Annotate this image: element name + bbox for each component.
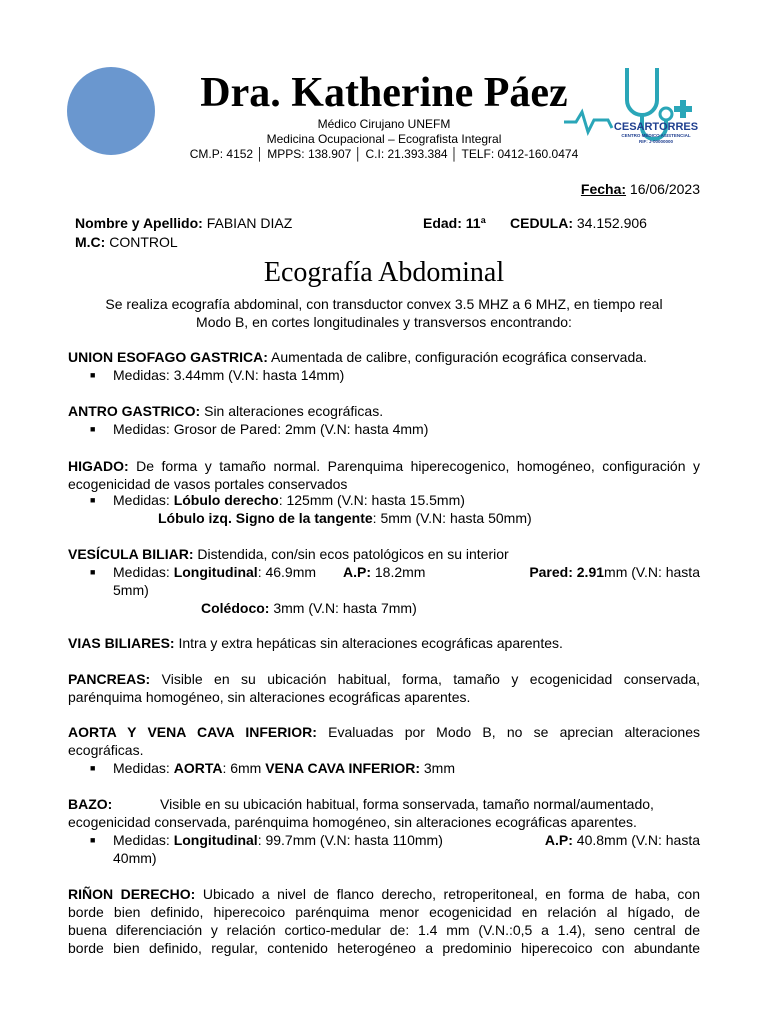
patient-name-label: Nombre y Apellido: xyxy=(75,215,203,231)
bazo-ap-cont: 40mm) xyxy=(113,850,157,866)
section-higado xyxy=(68,457,700,493)
section-rinon-text-4: borde bien definido, regular, contenido heterogéneo a predominio hiperecoico con abundante xyxy=(68,940,700,956)
date-value: 16/06/2023 xyxy=(629,181,700,197)
section-aorta xyxy=(68,723,700,741)
patient-mc-label: M.C: xyxy=(75,234,106,250)
header-specialty: Médico Cirujano UNEFM xyxy=(317,117,451,131)
higado-measure-1 xyxy=(113,491,700,509)
section-bazo-label: BAZO: xyxy=(68,796,113,812)
section-rinon-label: RIÑON DERECHO: xyxy=(68,886,196,902)
section-pancreas-text-1: Visible en su ubicación habitual, forma, tamaño y ecogenicidad conservada, xyxy=(150,671,700,687)
bazo-measure-1 xyxy=(113,831,443,849)
section-aorta-text-2: ecográficas. xyxy=(68,742,144,758)
bullet-square-icon: ■ xyxy=(90,763,96,773)
patient-id-value: 34.152.906 xyxy=(576,215,647,231)
section-vesicula-text: Distendida, con/sin ecos patológicos en su interior xyxy=(193,546,509,562)
aorta-label: AORTA xyxy=(173,760,223,776)
vesicula-ap-label: A.P: xyxy=(343,564,371,580)
higado-lobulo-izq-label: Lóbulo izq. Signo de la tangente xyxy=(158,510,373,526)
vesicula-coledoco xyxy=(201,599,417,617)
section-vias-label: VIAS BILIARES: xyxy=(68,635,175,651)
report-title: Ecografía Abdominal xyxy=(263,257,505,288)
vesicula-coledoco-value: 3mm (V.N: hasta 7mm) xyxy=(269,600,417,616)
section-union xyxy=(68,348,647,366)
bazo-longitudinal-label: Longitudinal xyxy=(173,832,258,848)
section-vesicula-label: VESÍCULA BILIAR: xyxy=(68,546,194,562)
vesicula-pared xyxy=(529,563,700,581)
logo-rif: RIF: J-00000000 xyxy=(638,139,674,144)
bullet-square-icon: ■ xyxy=(90,495,96,505)
patient-mc-value: CONTROL xyxy=(109,234,178,250)
section-antro xyxy=(68,402,383,420)
section-bazo-text-1: Visible en su ubicación habitual, forma sonservada, tamaño normal/aumentado, xyxy=(160,796,654,812)
vena-cava-value: 3mm xyxy=(420,760,455,776)
header-credentials: CM.P: 4152 │ MPPS: 138.907 │ C.I: 21.393.384 │ TELF: 0412-160.0474 xyxy=(189,147,579,161)
vesicula-measure-prefix: Medidas: xyxy=(113,564,174,580)
patient-id-row xyxy=(510,214,647,232)
section-rinon-text-1: Ubicado a nivel de flanco derecho, retroperitoneal, en forma de haba, con xyxy=(195,886,700,902)
section-higado-label: HIGADO: xyxy=(68,458,129,474)
section-rinon xyxy=(68,885,700,903)
section-rinon-text-3: buena diferenciación y relación cortico-medular de: 1.4 mm (V.N.:0,5 a 1.4), seno central de xyxy=(68,922,700,938)
vesicula-coledoco-label: Colédoco: xyxy=(201,600,270,616)
higado-lobulo-izq-value: : 5mm (V.N: hasta 50mm) xyxy=(372,510,532,526)
section-rinon-text-2: borde bien definido, hiperecoico parénquima menor ecogenicidad en relación al hígado, de xyxy=(68,904,700,920)
vesicula-ap xyxy=(343,563,425,581)
patient-name-value: FABIAN DIAZ xyxy=(206,215,293,231)
bazo-ap-value: 40.8mm (V.N: hasta xyxy=(572,832,700,848)
aorta-measure-prefix: Medidas: xyxy=(113,760,174,776)
bazo-ap-label: A.P: xyxy=(544,832,573,848)
logo-text xyxy=(608,121,704,145)
section-aorta-text-1: Evaluadas por Modo B, no se aprecian alteraciones xyxy=(316,724,701,740)
bullet-square-icon: ■ xyxy=(90,835,96,845)
vesicula-pared-cont: 5mm) xyxy=(113,582,149,598)
section-higado-text: De forma y tamaño normal. Parenquima hiperecogenico, homogéneo, configuración y ecogenicidad de vasos portales conservados xyxy=(68,458,700,492)
section-union-text: Aumentada de calibre, configuración ecográfica conservada. xyxy=(267,349,647,365)
higado-measure-2 xyxy=(158,509,532,527)
higado-lobulo-derecho-value: : 125mm (V.N: hasta 15.5mm) xyxy=(278,492,465,508)
bullet-square-icon: ■ xyxy=(90,370,96,380)
patient-mc-row xyxy=(75,233,178,251)
date-label: Fecha: xyxy=(580,181,627,197)
antro-measure: Medidas: Grosor de Pared: 2mm (V.N: hasta 4mm) xyxy=(113,421,429,437)
section-pancreas-label: PANCREAS: xyxy=(68,671,151,687)
patient-age: Edad: 11ª xyxy=(423,215,486,231)
higado-lobulo-derecho-label: Lóbulo derecho xyxy=(173,492,279,508)
bullet-square-icon: ■ xyxy=(90,567,96,577)
patient-name-row xyxy=(75,214,292,232)
section-aorta-label: AORTA Y VENA CAVA INFERIOR: xyxy=(68,724,317,740)
section-vias-text: Intra y extra hepáticas sin alteraciones ecográficas aparentes. xyxy=(174,635,563,651)
section-vesicula xyxy=(68,545,509,563)
aorta-measure xyxy=(113,759,455,777)
intro-line-1: Se realiza ecografía abdominal, con transductor convex 3.5 MHZ a 6 MHZ, en tiempo real xyxy=(105,296,663,312)
vesicula-ap-value: 18.2mm xyxy=(371,564,426,580)
vesicula-longitudinal-label: Longitudinal xyxy=(173,564,258,580)
vesicula-measure-1 xyxy=(113,563,316,581)
section-bazo-text-2: ecogenicidad conservada, parénquima homogéneo, sin alteraciones ecográficas aparentes. xyxy=(68,814,637,830)
section-antro-label: ANTRO GASTRICO: xyxy=(68,403,201,419)
vena-cava-label: VENA CAVA INFERIOR: xyxy=(265,760,420,776)
doctor-name: Dra. Katherine Páez xyxy=(200,70,568,116)
section-vias xyxy=(68,634,563,652)
vesicula-longitudinal-value: : 46.9mm xyxy=(257,564,317,580)
section-pancreas xyxy=(68,670,700,688)
union-measure: Medidas: 3.44mm (V.N: hasta 14mm) xyxy=(113,367,345,383)
header-occupation: Medicina Ocupacional – Ecografista Integral xyxy=(266,132,502,146)
bazo-ap xyxy=(545,831,700,849)
logo-subtitle: CENTRO MÉDICO ASISTENCIAL xyxy=(621,133,691,138)
patient-id-label: CEDULA: xyxy=(510,215,573,231)
report-date xyxy=(581,180,700,198)
higado-measure-prefix: Medidas: xyxy=(113,492,174,508)
vesicula-pared-value: mm (V.N: hasta xyxy=(604,564,700,580)
section-antro-text: Sin alteraciones ecográficas. xyxy=(200,403,384,419)
bullet-square-icon: ■ xyxy=(90,424,96,434)
section-pancreas-text-2: parénquima homogéneo, sin alteraciones ecográficas aparentes. xyxy=(68,689,471,705)
vesicula-pared-label: Pared: 2.91 xyxy=(529,564,605,580)
intro-line-2: Modo B, en cortes longitudinales y transversos encontrando: xyxy=(196,314,572,330)
bazo-longitudinal-value: : 99.7mm (V.N: hasta 110mm) xyxy=(257,832,443,848)
logo-brand: CESARTORRES xyxy=(613,121,699,133)
aorta-value: : 6mm xyxy=(222,760,266,776)
bazo-measure-prefix: Medidas: xyxy=(113,832,174,848)
section-union-label: UNION ESOFAGO GASTRICA: xyxy=(68,349,268,365)
